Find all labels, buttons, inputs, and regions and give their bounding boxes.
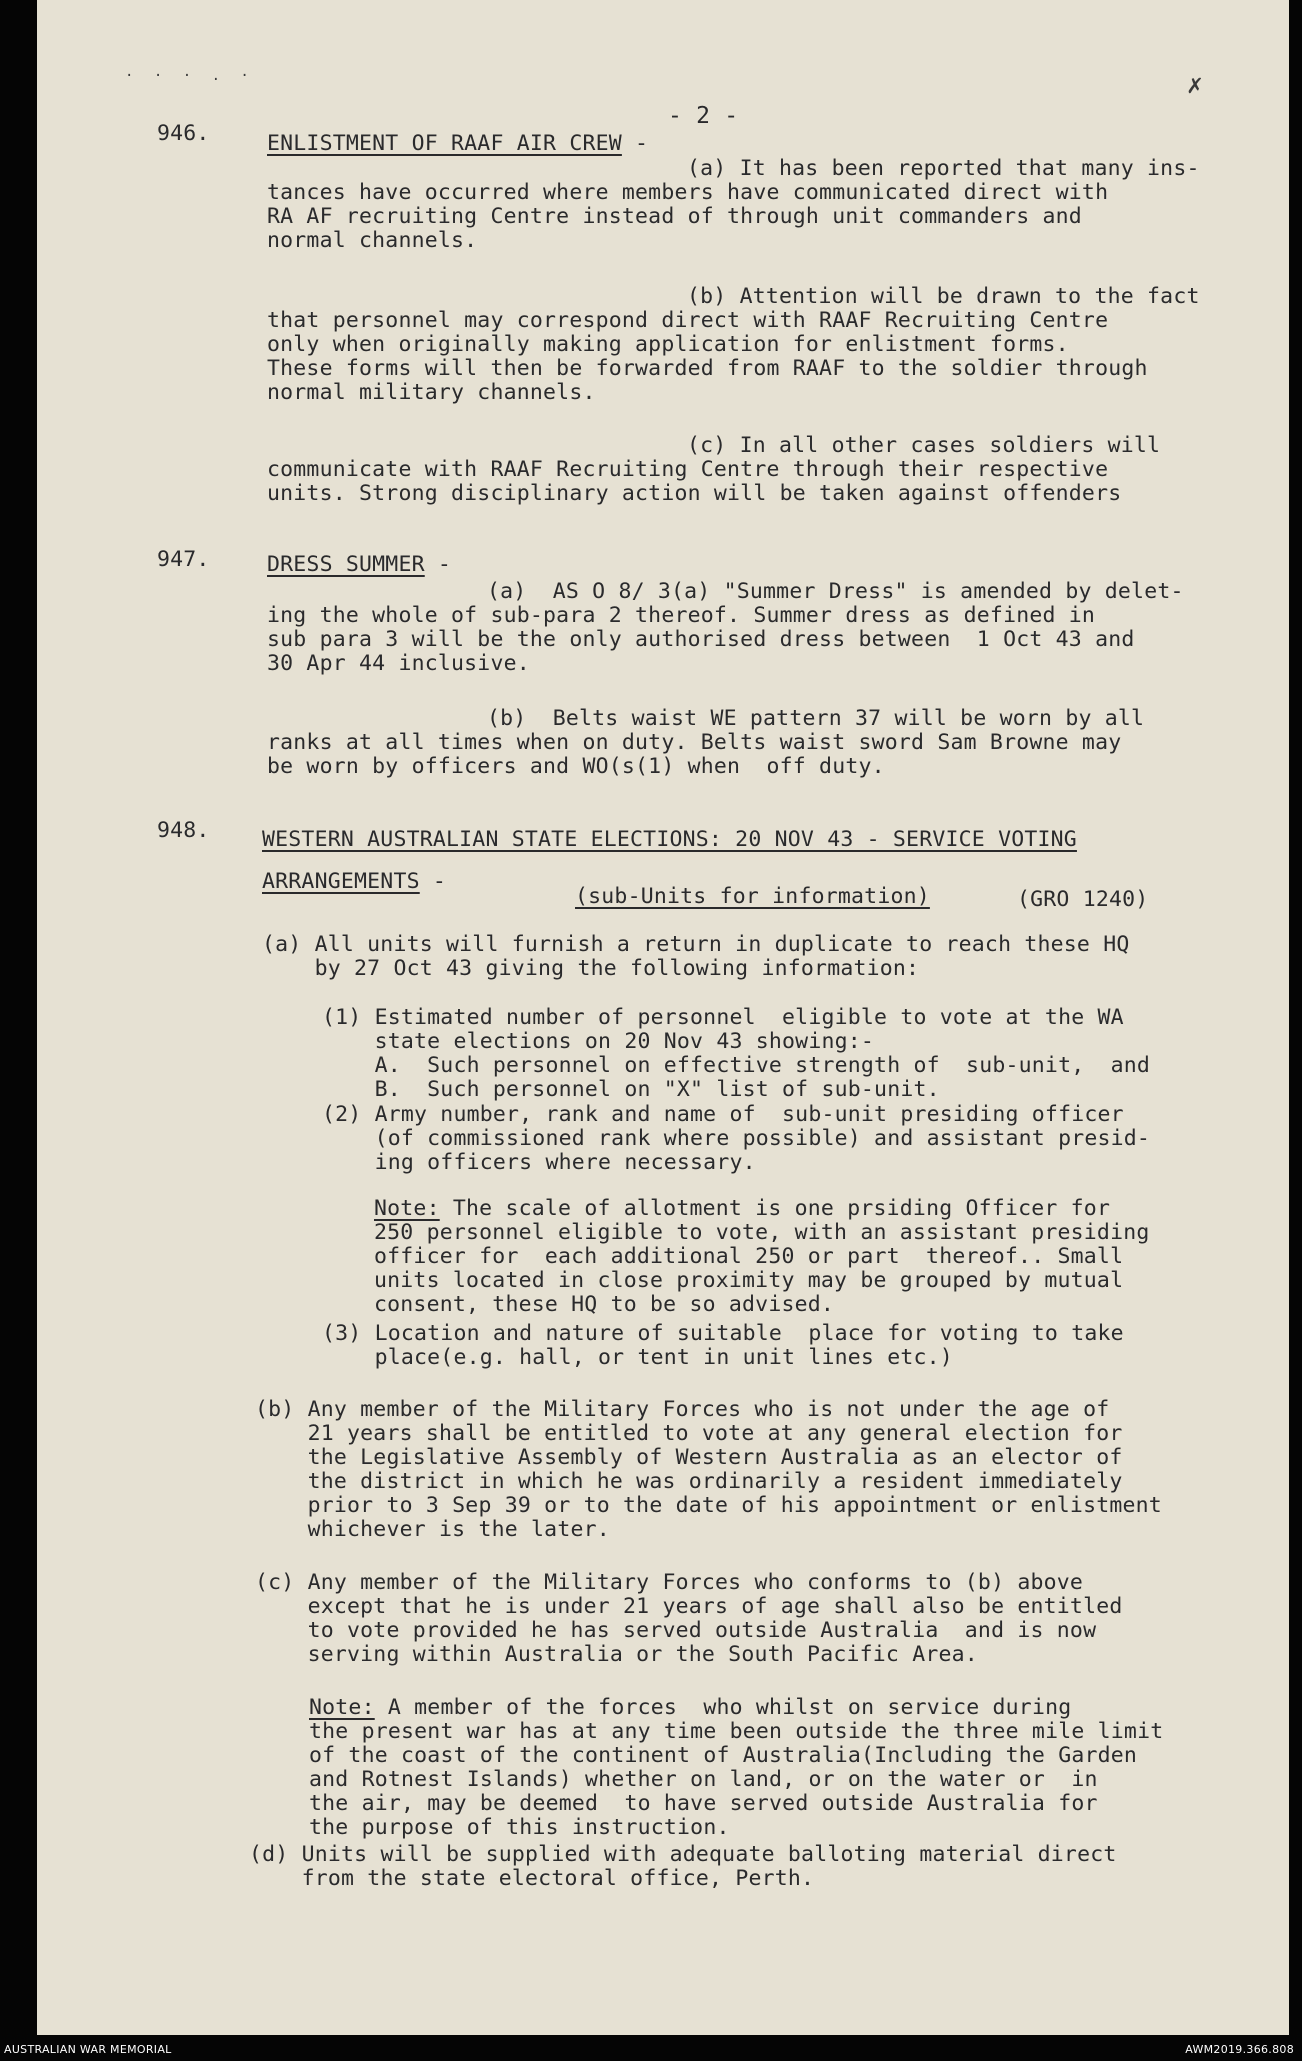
footer-archive-name: AUSTRALIAN WAR MEMORIAL bbox=[4, 2043, 172, 2056]
ink-mark: ✗ bbox=[1187, 70, 1203, 100]
section-number-946: 946. bbox=[157, 121, 210, 146]
section-heading-948-line2: ARRANGEMENTS - bbox=[262, 869, 447, 894]
section-heading-947: DRESS SUMMER - bbox=[267, 552, 452, 577]
document-page: · · · . · ✗ - 2 - 946. ENLISTMENT OF RAAF AIR CREW - (a) It has been reported that many ins- tances have occurred where members have communicated direct with RA AF recruiting Centre instead of through unit commanders and normal channels. (b) Attention will be drawn to the fact that personnel may correspond direct with RAAF Recruiting Centre only when originally making application for enlistment forms. These forms will then be forwarded from RAAF to the soldier through normal military channels. (c) In all other cases soldiers will communicate with RAAF Recruiting Centre through their respective units. Strong disciplinary action will be taken against offenders 947. DRESS SUMMER - (a) AS O 8/ 3(a) "Summer Dress" is amended by delet- ing the whole of sub-para 2 thereof. Summer dress as defined in sub para 3 will be the only authorised dress between 1 Oct 43 and 30 Apr 44 inclusive. (b) Belts waist WE pattern 37 will be worn by all ranks at all times when on duty. Belts waist sword Sam Browne may be worn by officers and WO(s(1) when off duty. 948. WESTERN AUSTRALIAN STATE ELECTIONS: 20 NOV 43 - SERVICE VOTING ARRANGEMENTS - (sub-Units for information) (GRO 1240) (a) All units will furnish a return in duplicate to reach these HQ by 27 Oct 43 giving the following information: (1) Estimated number of personnel eligible to vote at the WA state elections on 20 Nov 43 showing:- A. Such personnel on effective strength of sub-unit, and B. Such personnel on "X" list of sub-unit. (2) Army number, rank and name of sub-unit presiding officer (of commissioned rank where possible) and assistant presid- ing officers where necessary. Note: The scale of allotment is one prsiding Officer for 250 personnel eligible to vote, with an assistant presiding officer for each additional 250 or part thereof.. Small units located in close proximity may be grouped by mutual consent, these HQ to be so advised. (3) Location and nature of suitable place for voting to take place(e.g. hall, or tent in unit lines etc.) (b) Any member of the Military Forces who is not under the age of 21 years shall be entitled to vote at any general election for the Legislative Assembly of Western Australia as an elector of the district in which he was ordinarily a resident immediately prior to 3 Sep 39 or to the date of his appointment or enlistment whichever is the later. (c) Any member of the Military Forces who conforms to (b) above except that he is under 21 years of age shall also be entitled to vote provided he has served outside Australia and is now serving within Australia or the South Pacific Area. Note: A member of the forces who whilst on service during the present war has at any time been outside the three mile limit of the coast of the continent of Australia(Including the Garden and Rotnest Islands) whether on land, or on the water or in the air, may be deemed to have served outside Australia for the purpose of this instruction. (d) Units will be supplied with adequate balloting material direct from the state electoral office, Perth. bbox=[37, 0, 1289, 2035]
section-number-947: 947. bbox=[157, 547, 210, 572]
ink-smudge: · · · . · bbox=[125, 68, 255, 84]
section-number-948: 948. bbox=[157, 818, 210, 843]
page-number: - 2 - bbox=[668, 103, 739, 129]
footer-archive-id: AWM2019.366.808 bbox=[1185, 2043, 1294, 2056]
gro-reference: (GRO 1240) bbox=[1017, 887, 1149, 912]
section-heading-948-line1: WESTERN AUSTRALIAN STATE ELECTIONS: 20 NOV 43 - SERVICE VOTING bbox=[262, 827, 1077, 852]
section-heading-946: ENLISTMENT OF RAAF AIR CREW - bbox=[267, 131, 649, 156]
sub-units-note: (sub-Units for information) bbox=[575, 884, 930, 909]
